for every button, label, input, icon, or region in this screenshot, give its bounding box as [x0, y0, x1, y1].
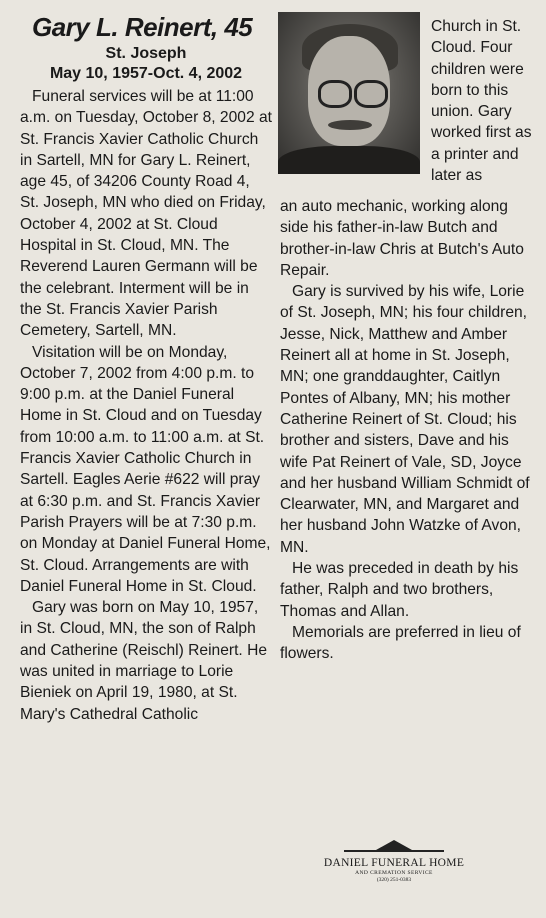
hometown: St. Joseph — [105, 45, 187, 62]
right-column — [280, 196, 532, 665]
photo-glasses-left — [318, 80, 352, 108]
preceded-paragraph: He was preceded in death by his father, Ralph and two brothers, Thomas and Allan. — [280, 560, 519, 620]
survivors-paragraph: Gary is survived by his wife, Lorie of St. Joseph, MN; his four children, Jesse, Nick, Matthew and Amber Reinert all at home in St. Joseph, MN; one granddaughter, Caitlyn Pontes of Albany, MN; his mother Catherine Reinert of St. Cloud; his brother and sisters, Dave and his wife Pat Reinert of Vale, SD, Joyce and her husband William Schmidt of Clearwater, MN, and Margaret and her husband John Watzke of Avon, MN. — [280, 283, 530, 556]
funeral-home-name: DANIEL FUNERAL HOME — [323, 857, 465, 869]
biography-continued: Church in St. Cloud. Four children were born to this union. Gary worked first as a printer and later as — [431, 18, 532, 185]
photo-mustache-shape — [328, 120, 372, 130]
photo-shirt-shape — [278, 146, 420, 174]
funeral-home-tagline: AND CREMATION SERVICE — [355, 870, 433, 876]
work-paragraph: an auto mechanic, working along side his father-in-law Butch and brother-in-law Chris at Butch's Auto Repair. — [280, 198, 524, 279]
biography-paragraph: Gary was born on May 10, 1957, in St. Cloud, MN, the son of Ralph and Catherine (Reischl) Reinert. He was united in marriage to Lorie Bieniek on April 19, 1980, at St. Mary's Cathedral Catholic — [20, 599, 268, 723]
funeral-home-phone: (320) 251-0383 — [376, 877, 412, 883]
visitation-paragraph: Visitation will be on Monday, October 7, 2002 from 4:00 p.m. to 9:00 p.m. at the Daniel Funeral Home in St. Cloud and on Tuesday from 10:00 a.m. to 11:00 a.m. at St. Francis Xavier Catholic Church in Sartell. Eagles Aerie #622 will pray at 6:30 p.m. and St. Francis Xavier Parish Prayers will be at 7:30 p.m. on Monday at Daniel Funeral Home, St. Cloud. Arrangements are with Daniel Funeral Home in St. Cloud. — [20, 343, 271, 595]
photo-glasses-right — [354, 80, 388, 108]
funeral-services-paragraph: Funeral services will be at 11:00 a.m. on Tuesday, October 8, 2002 at St. Francis Xavier Catholic Church in Sartell, MN for Gary L. Reinert, age 45, of 34206 County Road 4, St. Joseph, MN who died on Friday, October 4, 2002 at St. Cloud Hospital in St. Cloud, MN. The Reverend Lauren Germann will be the celebrant. Interment will be in the St. Francis Xavier Parish Cemetery, Sartell, MN. — [20, 88, 272, 340]
roof-icon — [344, 840, 444, 854]
obituary-headline: Gary L. Reinert, 45 — [32, 12, 253, 42]
right-column-top — [431, 16, 543, 186]
funeral-home-logo — [314, 840, 474, 884]
left-column — [20, 12, 272, 725]
life-dates: May 10, 1957-Oct. 4, 2002 — [49, 65, 243, 82]
portrait-photo — [278, 12, 420, 174]
memorials-paragraph: Memorials are preferred in lieu of flowers. — [280, 623, 521, 663]
